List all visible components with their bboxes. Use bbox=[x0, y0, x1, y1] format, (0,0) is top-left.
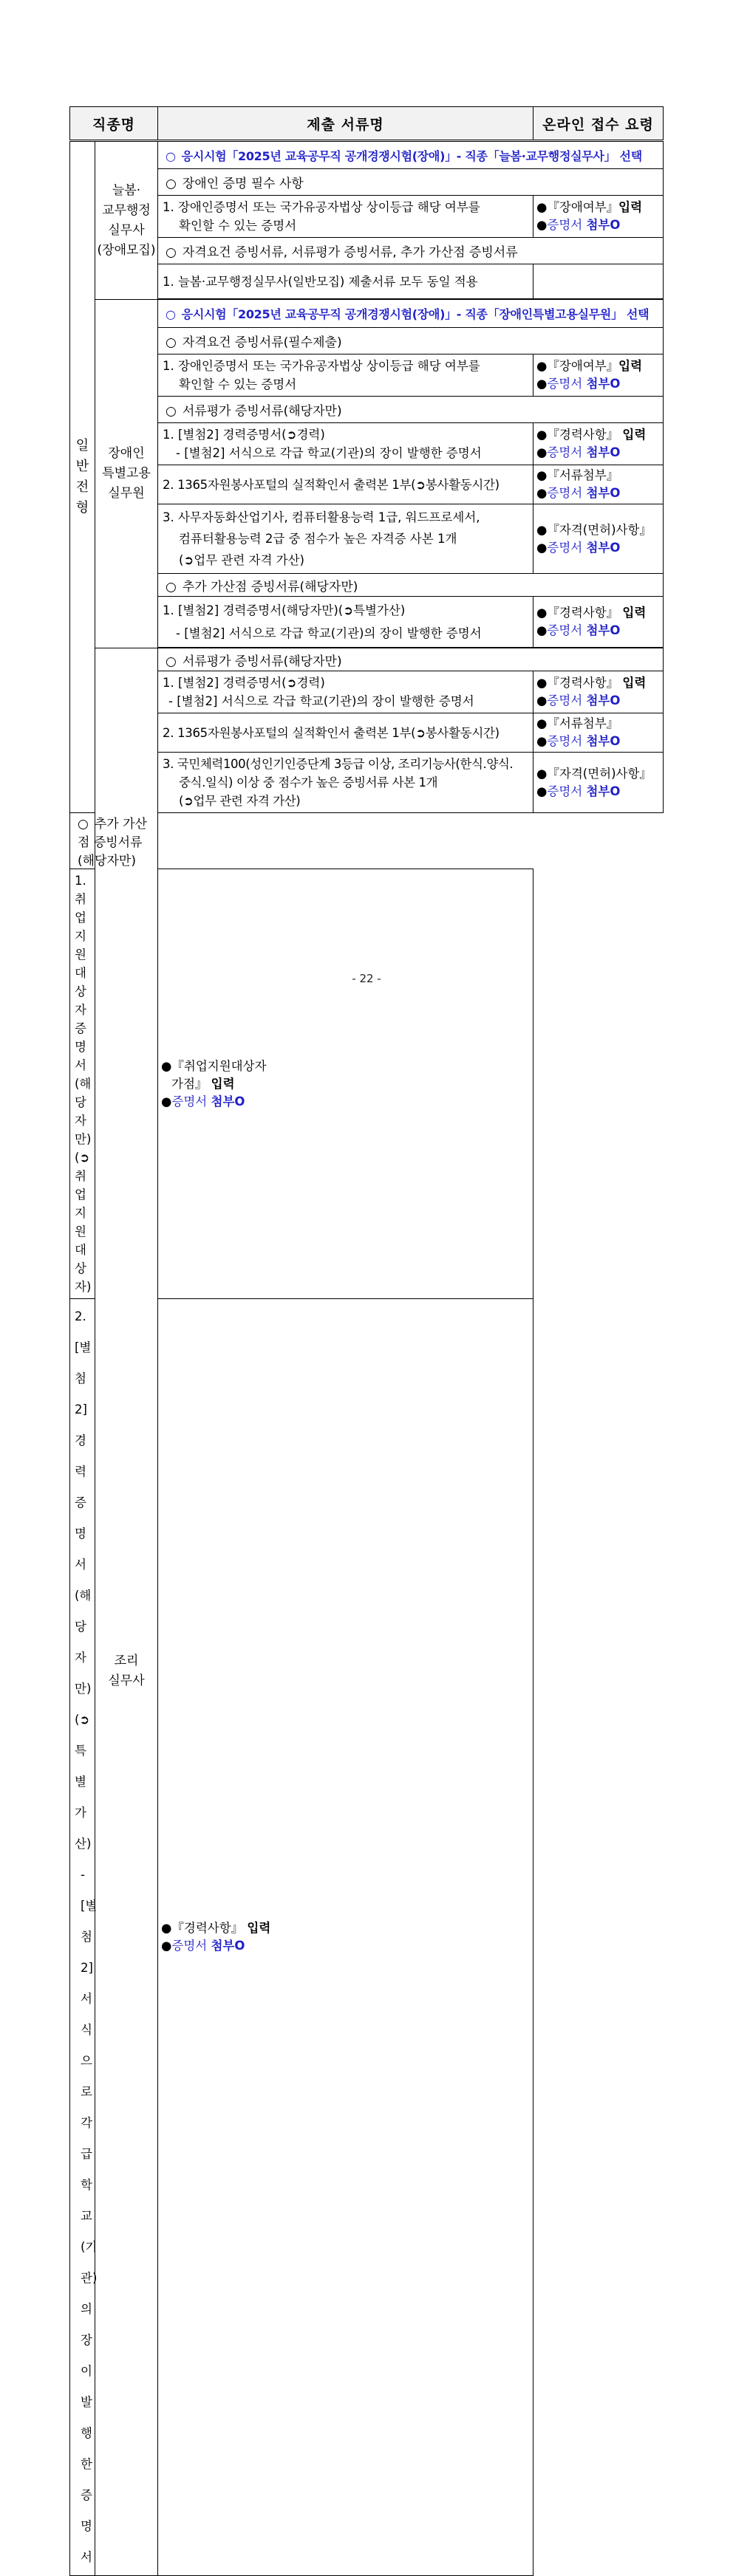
guide-cert: 증명서 bbox=[547, 734, 583, 748]
circle-bullet: ○ bbox=[166, 245, 177, 260]
page-number: - 22 - bbox=[352, 972, 381, 985]
section-heading-text: 추가 가산점 증빙서류(해당자만) bbox=[78, 817, 147, 869]
item-line: 1. 장애인증명서 또는 국가유공자법상 상이등급 해당 여부를 bbox=[163, 359, 480, 373]
section-heading-text: 추가 가산점 증빙서류(해당자만) bbox=[182, 579, 358, 595]
guide-action: 입력 bbox=[211, 1076, 235, 1091]
bullet-dot: ● bbox=[536, 445, 548, 459]
job-name-line: 특별고용 bbox=[102, 466, 151, 481]
guide-cert: 증명서 bbox=[547, 445, 583, 459]
item-line: (➲업무 관련 자격 가산) bbox=[179, 553, 304, 567]
bullet-dot: ● bbox=[536, 693, 548, 708]
guide-attach: 첨부O bbox=[586, 784, 621, 798]
item-line: 1. [별첨2] 경력증명서(해당자만)(➲특별가산) bbox=[163, 603, 406, 617]
guide-field: 가점』 bbox=[171, 1076, 208, 1091]
document-item bbox=[158, 423, 533, 465]
document-requirements-table bbox=[69, 106, 664, 2576]
guide-attach: 첨부O bbox=[586, 486, 621, 500]
section-heading-text: 자격요건 증빙서류(필수제출) bbox=[182, 335, 342, 350]
item-line: 확인할 수 있는 증명서 bbox=[179, 219, 297, 233]
category-cell bbox=[70, 141, 95, 813]
header-job-name: 직종명 bbox=[70, 107, 158, 141]
guide-action: 입력 bbox=[618, 359, 643, 373]
online-guide-cell bbox=[533, 196, 664, 238]
table-row bbox=[70, 141, 664, 169]
guide-cert: 증명서 bbox=[547, 486, 583, 500]
guide-field: 『경력사항』 bbox=[171, 1921, 244, 1935]
bullet-dot: ● bbox=[536, 359, 548, 373]
guide-attach: 첨부O bbox=[586, 693, 621, 708]
job-name-line: 실무사 bbox=[108, 1673, 145, 1688]
bullet-dot: ● bbox=[536, 540, 548, 555]
section-heading bbox=[158, 141, 664, 169]
bullet-dot: ● bbox=[536, 676, 548, 690]
guide-cert: 증명서 bbox=[171, 1939, 208, 1953]
guide-field: 『경력사항』 bbox=[547, 606, 619, 620]
item-line: 1. 장애인증명서 또는 국가유공자법상 상이등급 해당 여부를 bbox=[163, 200, 480, 214]
table-row bbox=[70, 196, 664, 238]
section-heading bbox=[158, 648, 664, 671]
guide-action: 입력 bbox=[622, 606, 647, 620]
online-guide-cell bbox=[533, 753, 664, 813]
document-item: 2. 1365자원봉사포털의 실적확인서 출력본 1부(➲봉사활동시간) bbox=[158, 713, 533, 753]
circle-bullet: ○ bbox=[166, 148, 176, 163]
table-row bbox=[70, 264, 664, 299]
guide-field: 『경력사항』 bbox=[547, 428, 619, 442]
job-name-line: 조리 bbox=[114, 1653, 139, 1668]
item-line: (➲업무 관련 자격 가산) bbox=[179, 794, 301, 808]
section-heading-text: 서류평가 증빙서류(해당자만) bbox=[182, 404, 342, 419]
document-item bbox=[158, 504, 533, 574]
guide-field: 『자격(면허)사항』 bbox=[547, 766, 652, 781]
online-guide-cell bbox=[158, 1299, 533, 2576]
category-char: 형 bbox=[75, 500, 89, 515]
guide-cert: 증명서 bbox=[171, 1094, 208, 1109]
job-name-line: (장애모집) bbox=[97, 242, 156, 258]
guide-attach: 첨부O bbox=[586, 623, 621, 637]
table-row bbox=[70, 354, 664, 397]
guide-attach: 첨부O bbox=[586, 377, 621, 391]
circle-bullet: ○ bbox=[166, 177, 177, 191]
guide-field: 『장애여부』 bbox=[547, 200, 619, 214]
document-item bbox=[158, 753, 533, 813]
table-row bbox=[70, 504, 664, 574]
job-name-cell bbox=[95, 300, 158, 648]
guide-cert: 증명서 bbox=[547, 377, 583, 391]
job-name-cell bbox=[95, 648, 158, 2576]
bullet-dot: ● bbox=[536, 377, 548, 391]
table-row bbox=[70, 328, 664, 354]
bullet-dot: ● bbox=[161, 1058, 172, 1073]
table-row bbox=[70, 169, 664, 196]
bullet-dot: ● bbox=[536, 734, 548, 748]
section-heading bbox=[158, 574, 664, 597]
online-guide-cell bbox=[533, 423, 664, 465]
bullet-dot: ● bbox=[536, 468, 548, 482]
guide-field: 『서류첨부』 bbox=[547, 468, 619, 482]
bullet-dot: ● bbox=[536, 200, 548, 214]
item-line: 1. [별첨2] 경력증명서(➲경력) bbox=[163, 428, 325, 442]
table-row bbox=[70, 397, 664, 423]
table-header-row bbox=[70, 107, 664, 141]
section-heading bbox=[70, 813, 158, 869]
circle-bullet: ○ bbox=[78, 817, 89, 832]
section-heading bbox=[158, 169, 664, 196]
table-row bbox=[70, 574, 664, 597]
document-item bbox=[158, 597, 533, 648]
section-heading-text: 응시시험「2025년 교육공무직 공개경쟁시험(장애)」- 직종「장애인특별고용실무원」 선택 bbox=[181, 307, 650, 321]
bullet-dot: ● bbox=[536, 218, 548, 232]
item-line: 3. 사무자동화산업기사, 컴퓨터활용능력 1급, 워드프로세서, bbox=[163, 510, 480, 524]
guide-attach: 첨부O bbox=[211, 1094, 245, 1109]
guide-attach: 첨부O bbox=[586, 445, 621, 459]
online-guide-cell bbox=[533, 465, 664, 504]
bullet-dot: ● bbox=[536, 716, 548, 730]
job-name-line: 실무원 bbox=[108, 486, 145, 501]
bullet-dot: ● bbox=[161, 1921, 172, 1935]
item-line: - [별첨2] 서식으로 각급 학교(기관)의 장이 발행한 증명서 bbox=[176, 446, 482, 460]
guide-field: 『취업지원대상자 bbox=[171, 1058, 267, 1073]
header-document-name: 제출 서류명 bbox=[158, 107, 533, 141]
bullet-dot: ● bbox=[536, 784, 548, 798]
document-item bbox=[158, 354, 533, 397]
item-line: 1. [별첨2] 경력증명서(➲경력) bbox=[163, 676, 325, 690]
job-name-line: 실무사 bbox=[108, 222, 145, 238]
table-row bbox=[70, 813, 664, 869]
header-online-guide: 온라인 접수 요령 bbox=[533, 107, 664, 141]
guide-action: 입력 bbox=[622, 428, 647, 442]
bullet-dot: ● bbox=[161, 1094, 172, 1109]
circle-bullet: ○ bbox=[166, 579, 177, 595]
online-guide-cell bbox=[533, 713, 664, 753]
bullet-dot: ● bbox=[536, 766, 548, 781]
job-name-line: 장애인 bbox=[108, 446, 145, 461]
bullet-dot: ● bbox=[161, 1939, 172, 1953]
guide-action: 입력 bbox=[618, 200, 643, 214]
table-row bbox=[70, 238, 664, 264]
guide-cert: 증명서 bbox=[547, 693, 583, 708]
section-heading bbox=[158, 397, 664, 423]
guide-field: 『장애여부』 bbox=[547, 359, 619, 373]
job-name-line: 늘봄· bbox=[112, 182, 141, 198]
guide-attach: 첨부O bbox=[586, 218, 621, 232]
guide-action: 입력 bbox=[247, 1921, 271, 1935]
guide-attach: 첨부O bbox=[586, 540, 621, 555]
bullet-dot: ● bbox=[536, 522, 548, 537]
item-line: - [별첨2] 서식으로 각급 학교(기관)의 장이 발행한 증명서 bbox=[81, 1868, 98, 2564]
category-char: 일 bbox=[75, 438, 89, 453]
item-line: 컴퓨터활용능력 2급 중 점수가 높은 자격증 사본 1개 bbox=[179, 532, 457, 546]
guide-cert: 증명서 bbox=[547, 218, 583, 232]
online-guide-cell bbox=[533, 504, 664, 574]
table-row bbox=[70, 597, 664, 648]
guide-attach: 첨부O bbox=[586, 734, 621, 748]
online-guide-cell bbox=[533, 671, 664, 713]
section-heading bbox=[158, 328, 664, 354]
item-line: 3. 국민체력100(성인기인증단계 3등급 이상, 조리기능사(한식.양식. bbox=[163, 757, 514, 771]
section-heading bbox=[158, 238, 664, 264]
online-guide-cell bbox=[533, 264, 664, 299]
table-row bbox=[70, 1299, 664, 2576]
item-line: 확인할 수 있는 증명서 bbox=[179, 377, 297, 391]
section-heading-text: 서류평가 증빙서류(해당자만) bbox=[182, 654, 342, 669]
document-item: 2. 1365자원봉사포털의 실적확인서 출력본 1부(➲봉사활동시간) bbox=[158, 465, 533, 504]
document-item bbox=[158, 196, 533, 238]
table-row bbox=[70, 713, 664, 753]
circle-bullet: ○ bbox=[166, 307, 176, 321]
guide-cert: 증명서 bbox=[547, 623, 583, 637]
item-line: - [별첨2] 서식으로 각급 학교(기관)의 장이 발행한 증명서 bbox=[168, 694, 474, 708]
circle-bullet: ○ bbox=[166, 654, 177, 669]
section-heading-text: 장애인 증명 필수 사항 bbox=[182, 177, 304, 191]
item-line: 중식.일식) 이상 중 점수가 높은 증빙서류 사본 1개 bbox=[179, 775, 438, 789]
bullet-dot: ● bbox=[536, 606, 548, 620]
category-char: 전 bbox=[75, 479, 89, 495]
document-item: 1. 늘봄·교무행정실무사(일반모집) 제출서류 모두 동일 적용 bbox=[158, 264, 533, 299]
table-row bbox=[70, 753, 664, 813]
bullet-dot: ● bbox=[536, 486, 548, 500]
section-heading-text: 자격요건 증빙서류, 서류평가 증빙서류, 추가 가산점 증빙서류 bbox=[182, 245, 518, 260]
online-guide-cell bbox=[533, 354, 664, 397]
online-guide-cell bbox=[533, 597, 664, 648]
circle-bullet: ○ bbox=[166, 335, 177, 350]
table-row bbox=[70, 869, 664, 1299]
table-row bbox=[70, 423, 664, 465]
table-row bbox=[70, 648, 664, 671]
section-heading bbox=[158, 300, 664, 328]
document-item: 1. 취업지원대상자 증명서(해당자만)(➲취업지원대상자) bbox=[70, 869, 95, 1299]
bullet-dot: ● bbox=[536, 623, 548, 637]
guide-field: 『경력사항』 bbox=[547, 676, 619, 690]
guide-cert: 증명서 bbox=[547, 784, 583, 798]
document-item bbox=[158, 671, 533, 713]
guide-cert: 증명서 bbox=[547, 540, 583, 555]
guide-field: 『자격(면허)사항』 bbox=[547, 522, 652, 537]
guide-attach: 첨부O bbox=[211, 1939, 245, 1953]
guide-field: 『서류첨부』 bbox=[547, 716, 619, 730]
category-char: 반 bbox=[75, 459, 89, 474]
job-name-cell bbox=[95, 141, 158, 300]
document-item bbox=[70, 1299, 98, 2576]
bullet-dot: ● bbox=[536, 428, 548, 442]
table-row bbox=[70, 465, 664, 504]
job-name-line: 교무행정 bbox=[102, 202, 151, 218]
table-row bbox=[70, 300, 664, 328]
item-line: - [별첨2] 서식으로 각급 학교(기관)의 장이 발행한 증명서 bbox=[176, 626, 482, 640]
section-heading-text: 응시시험「2025년 교육공무직 공개경쟁시험(장애)」- 직종「늘봄·교무행정실무사」 선택 bbox=[181, 148, 642, 163]
circle-bullet: ○ bbox=[166, 404, 177, 419]
online-guide-cell bbox=[158, 869, 533, 1299]
table-row bbox=[70, 671, 664, 713]
guide-action: 입력 bbox=[622, 676, 647, 690]
item-line: 2. [별첨2] 경력증명서(해당자만)(➲특별가산) bbox=[75, 1309, 92, 1851]
